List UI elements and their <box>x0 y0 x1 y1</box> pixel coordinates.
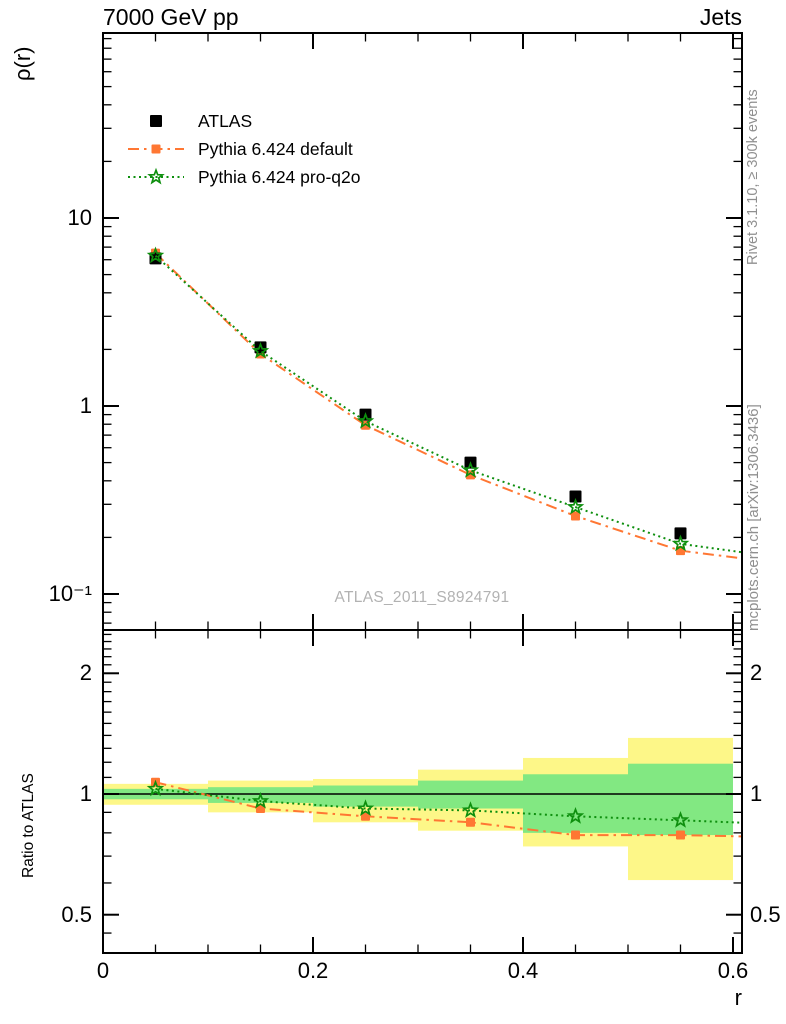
mcplots-arxiv-note: mcplots.cern.ch [arXiv:1306.3436] <box>745 404 762 631</box>
rivet-version-note: Rivet 3.1.10, ≥ 300k events <box>745 89 761 265</box>
ratio-y-axis-label: Ratio to ATLAS <box>20 773 37 878</box>
ratio-tick-label-2-right: 2 <box>750 660 763 685</box>
legend <box>127 107 360 191</box>
y-tick-label-10: 10 <box>67 205 92 230</box>
analysis-id-watermark: ATLAS_2011_S8924791 <box>334 589 510 606</box>
ratio-tick-label-0p5-left: 0.5 <box>61 902 92 927</box>
observable-title: Jets <box>699 4 742 30</box>
main-curve-pythia-default <box>151 249 786 564</box>
x-tick-label-0p4: 0.4 <box>507 958 539 983</box>
x-tick-label-0p2: 0.2 <box>297 958 329 983</box>
legend-label-pythia-proq2o: Pythia 6.424 pro-q2o <box>198 166 361 187</box>
x-tick-label-0: 0 <box>96 958 110 983</box>
main-points-atlas <box>150 252 687 539</box>
dotted-star-marker-icon <box>127 165 185 189</box>
beam-energy-title: 7000 GeV pp <box>103 4 239 30</box>
ratio-tick-label-1-right: 1 <box>750 781 763 806</box>
y-tick-label-0p1: 10⁻¹ <box>48 581 92 606</box>
ratio-tick-label-2-left: 2 <box>79 660 92 685</box>
ratio-tick-label-1-left: 1 <box>79 781 92 806</box>
ratio-uncertainty-bands <box>103 738 733 880</box>
legend-label-atlas: ATLAS <box>198 110 253 131</box>
x-tick-label-0p6: 0.6 <box>717 958 749 983</box>
legend-item-pythia-proq2o <box>127 163 360 191</box>
main-curve-pythia-proq2o <box>149 249 785 558</box>
ratio-tick-label-0p5-right: 0.5 <box>750 902 781 927</box>
dashdot-square-marker-icon <box>127 137 185 161</box>
x-axis-label: r <box>734 985 742 1010</box>
legend-item-pythia-default <box>127 135 360 163</box>
main-y-axis-label: ρ(r) <box>10 46 35 81</box>
legend-item-atlas <box>127 107 360 135</box>
atlas-square-marker-icon <box>127 109 185 133</box>
y-tick-label-1: 1 <box>79 393 92 418</box>
legend-label-pythia-default: Pythia 6.424 default <box>198 138 353 159</box>
